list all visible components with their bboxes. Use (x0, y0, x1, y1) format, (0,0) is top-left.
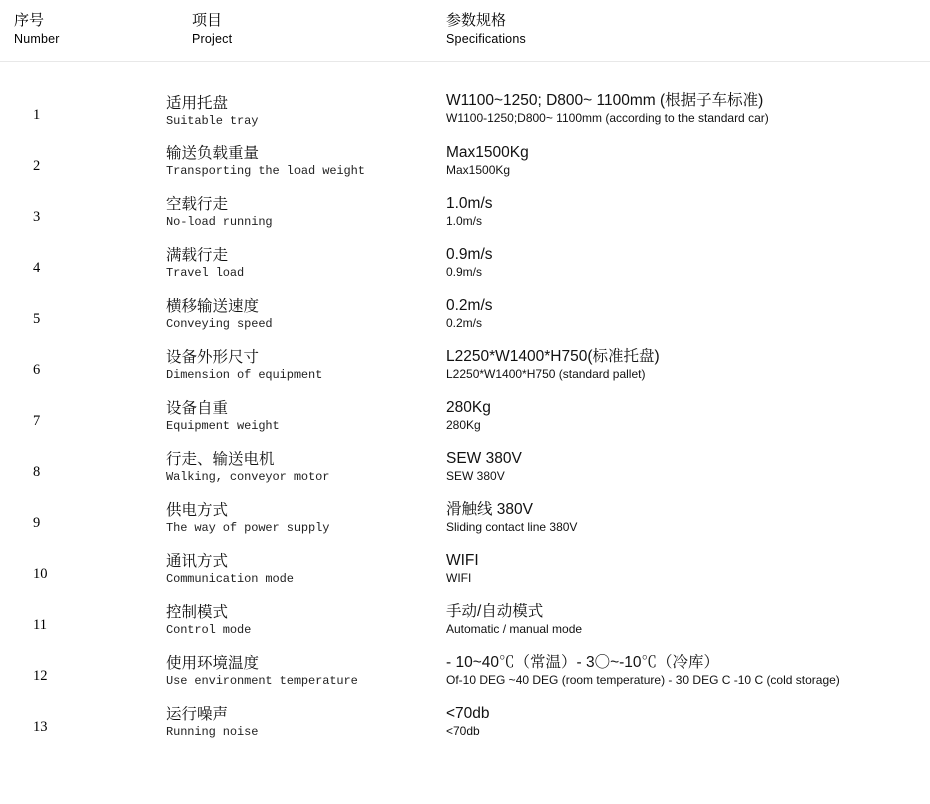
header-number-cn: 序号 (14, 13, 45, 29)
row-project-en: Suitable tray (166, 114, 259, 128)
row-project (166, 348, 436, 383)
row-spec-en: 0.2m/s (446, 316, 483, 330)
row-spec-cn: 滑触线 380V (446, 501, 534, 518)
header-project-en: Project (192, 32, 233, 46)
row-spec-en: Of-10 DEG ~40 DEG (room temperature) - 30 DEG C -10 C (cold storage) (446, 673, 840, 687)
row-project-en: Transporting the load weight (166, 164, 365, 178)
table-row (0, 141, 930, 192)
row-spec-en: L2250*W1400*H750 (standard pallet) (446, 367, 646, 381)
row-number: 10 (33, 566, 48, 582)
row-spec-cn: 0.2m/s (446, 297, 493, 314)
row-spec-en: <70db (446, 724, 480, 738)
row-specification (446, 90, 926, 126)
row-project-cn: 满载行走 (166, 247, 229, 264)
table-row (0, 600, 930, 651)
row-spec-en: 0.9m/s (446, 265, 483, 279)
row-project (166, 246, 436, 281)
row-project-cn: 设备自重 (166, 400, 229, 417)
row-spec-cn: 0.9m/s (446, 246, 493, 263)
row-project-en: Running noise (166, 725, 259, 739)
row-project (166, 399, 436, 434)
row-spec-en: 1.0m/s (446, 214, 483, 228)
row-specification (446, 193, 926, 229)
row-number: 11 (33, 617, 47, 633)
row-project (166, 297, 436, 332)
row-specification (446, 397, 926, 433)
row-project-cn: 空载行走 (166, 196, 229, 213)
row-project (166, 195, 436, 230)
table-row (0, 396, 930, 447)
table-row (0, 549, 930, 600)
row-project (166, 94, 436, 129)
row-project-en: Control mode (166, 623, 252, 637)
row-project-cn: 运行噪声 (166, 706, 229, 723)
table-row (0, 243, 930, 294)
row-number: 6 (33, 362, 41, 378)
row-number: 9 (33, 515, 41, 531)
row-specification (446, 703, 926, 739)
table-body (0, 90, 930, 753)
row-project (166, 144, 436, 179)
table-row (0, 90, 930, 141)
row-spec-en: W1100-1250;D800~ 1100mm (according to the standard car) (446, 111, 769, 125)
row-spec-cn: <70db (446, 705, 490, 722)
row-spec-en: Max1500Kg (446, 163, 511, 177)
row-number: 4 (33, 260, 41, 276)
row-specification (446, 601, 926, 637)
row-project (166, 501, 436, 536)
row-specification (446, 652, 926, 688)
table-row (0, 192, 930, 243)
row-project-en: The way of power supply (166, 521, 330, 535)
table-row (0, 294, 930, 345)
row-project (166, 654, 436, 689)
header-number-en: Number (14, 32, 60, 46)
table-row (0, 702, 930, 753)
row-specification (446, 142, 926, 178)
row-project-cn: 行走、输送电机 (166, 451, 275, 468)
row-spec-cn: 1.0m/s (446, 195, 493, 212)
table-header (0, 0, 930, 62)
row-specification (446, 295, 926, 331)
table-row (0, 498, 930, 549)
row-project-en: Dimension of equipment (166, 368, 323, 382)
row-project-en: Travel load (166, 266, 245, 280)
row-project-cn: 横移输送速度 (166, 298, 260, 315)
row-project-cn: 适用托盘 (166, 95, 229, 112)
row-project-cn: 控制模式 (166, 604, 229, 621)
table-row (0, 651, 930, 702)
row-spec-en: WIFI (446, 571, 472, 585)
row-project-en: Equipment weight (166, 419, 280, 433)
row-number: 5 (33, 311, 41, 327)
row-number: 2 (33, 158, 41, 174)
row-project-en: Use environment temperature (166, 674, 358, 688)
row-specification (446, 244, 926, 280)
row-number: 1 (33, 107, 41, 123)
row-spec-en: Sliding contact line 380V (446, 520, 578, 534)
header-cell-number (14, 12, 60, 47)
row-number: 13 (33, 719, 48, 735)
row-project-en: Conveying speed (166, 317, 273, 331)
header-spec-en: Specifications (446, 32, 526, 46)
row-number: 7 (33, 413, 41, 429)
row-specification (446, 346, 926, 382)
row-spec-cn: Max1500Kg (446, 144, 529, 161)
row-project-cn: 设备外形尺寸 (166, 349, 260, 366)
row-number: 8 (33, 464, 41, 480)
row-project-cn: 通讯方式 (166, 553, 229, 570)
row-project (166, 552, 436, 587)
row-spec-cn: 手动/自动模式 (446, 603, 544, 620)
row-spec-cn: SEW 380V (446, 450, 522, 467)
header-cell-specifications (446, 12, 526, 47)
row-spec-cn: 280Kg (446, 399, 491, 416)
table-row (0, 447, 930, 498)
row-project-en: No-load running (166, 215, 273, 229)
header-spec-cn: 参数规格 (446, 13, 507, 29)
row-project-en: Communication mode (166, 572, 294, 586)
header-divider (0, 61, 930, 62)
row-project (166, 450, 436, 485)
row-number: 3 (33, 209, 41, 225)
row-project-en: Walking, conveyor motor (166, 470, 330, 484)
row-spec-cn: L2250*W1400*H750(标准托盘) (446, 348, 660, 365)
table-row (0, 345, 930, 396)
row-specification (446, 550, 926, 586)
row-specification (446, 499, 926, 535)
row-spec-cn: WIFI (446, 552, 479, 569)
row-project (166, 603, 436, 638)
header-project-cn: 项目 (192, 13, 223, 29)
row-specification (446, 448, 926, 484)
row-spec-cn: - 10~40℃（常温）- 3〇~-10℃（冷库） (446, 654, 720, 671)
row-project-cn: 供电方式 (166, 502, 229, 519)
row-number: 12 (33, 668, 48, 684)
row-spec-cn: W1100~1250; D800~ 1100mm (根据子车标准) (446, 92, 764, 109)
header-cell-project (192, 12, 232, 47)
row-spec-en: Automatic / manual mode (446, 622, 583, 636)
row-project-cn: 使用环境温度 (166, 655, 260, 672)
row-project-cn: 输送负载重量 (166, 145, 260, 162)
row-project (166, 705, 436, 740)
row-spec-en: SEW 380V (446, 469, 505, 483)
row-spec-en: 280Kg (446, 418, 481, 432)
